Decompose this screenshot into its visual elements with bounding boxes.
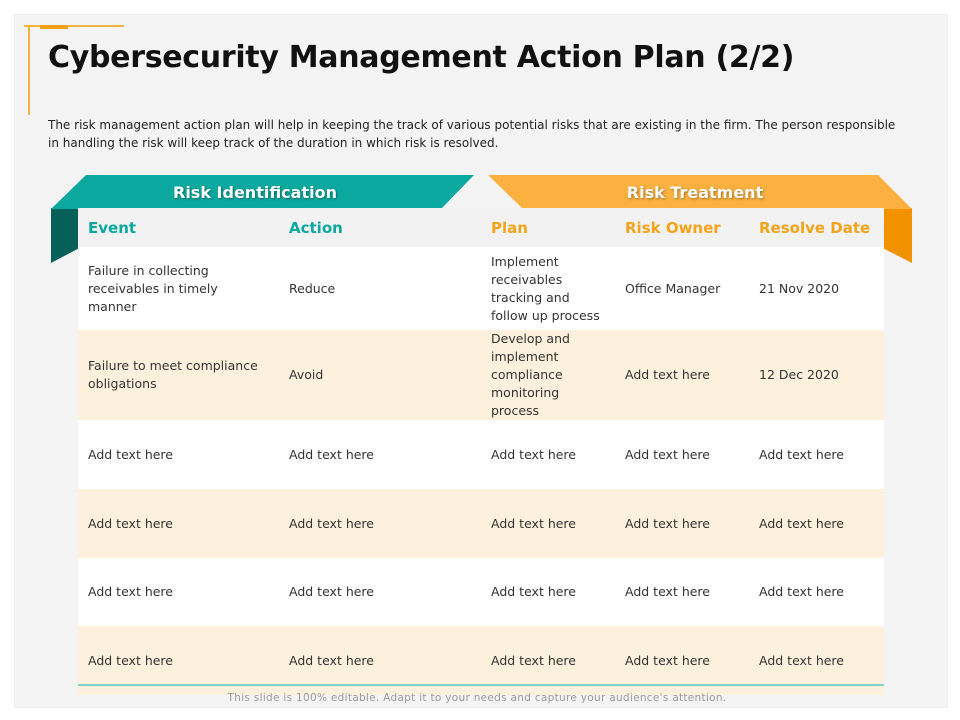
cell-action: Reduce <box>289 280 336 296</box>
accent-line-horizontal <box>24 25 124 27</box>
cell-event: Add text here <box>88 446 173 462</box>
cell-plan: Add text here <box>491 652 576 668</box>
table-row <box>78 330 884 420</box>
cell-risk-owner: Add text here <box>625 652 710 668</box>
cell-plan: Add text here <box>491 515 576 531</box>
cell-risk-owner: Add text here <box>625 584 710 599</box>
accent-line-vertical <box>28 25 30 115</box>
cell-plan: Develop and implement compliance monitoring process <box>491 331 570 418</box>
header-action: Action <box>289 218 343 237</box>
cell-action: Add text here <box>289 584 374 599</box>
cell-action: Avoid <box>289 367 324 382</box>
cell-event: Add text here <box>88 584 173 599</box>
cell-plan: Implement receivables tracking and follow up process <box>491 253 600 323</box>
cell-resolve-date: Add text here <box>759 584 844 599</box>
risk-identification-label: Risk Identification <box>173 183 337 202</box>
cell-resolve-date: Add text here <box>759 515 844 531</box>
table-row <box>78 247 884 330</box>
cell-event: Add text here <box>88 652 173 668</box>
cell-plan: Add text here <box>491 446 576 462</box>
table-header-row <box>78 208 884 247</box>
table-row <box>78 420 884 489</box>
header-plan: Plan <box>491 218 528 237</box>
table-bottom-rule <box>78 684 884 686</box>
action-plan-table <box>78 208 884 695</box>
cell-action: Add text here <box>289 446 374 462</box>
cell-risk-owner: Add text here <box>625 367 710 382</box>
accent-bar <box>40 25 68 29</box>
cell-action: Add text here <box>289 652 374 668</box>
slide-title: Cybersecurity Management Action Plan (2/2) <box>48 40 795 75</box>
header-resolve-date: Resolve Date <box>759 218 871 237</box>
header-risk-owner: Risk Owner <box>625 218 721 237</box>
cell-resolve-date: 12 Dec 2020 <box>759 367 839 382</box>
footer-note: This slide is 100% editable. Adapt it to your needs and capture your audience's attention. <box>227 692 727 704</box>
cell-risk-owner: Add text here <box>625 515 710 531</box>
cell-event: Add text here <box>88 515 173 531</box>
table-row <box>78 558 884 626</box>
cell-event: Failure in collecting receivables in timely manner <box>88 262 218 314</box>
risk-treatment-label: Risk Treatment <box>626 183 764 202</box>
table-row <box>78 489 884 558</box>
cell-resolve-date: 21 Nov 2020 <box>759 280 840 296</box>
cell-resolve-date: Add text here <box>759 652 844 668</box>
cell-action: Add text here <box>289 515 374 531</box>
cell-risk-owner: Office Manager <box>625 280 721 296</box>
header-event: Event <box>88 218 137 237</box>
cell-plan: Add text here <box>491 584 576 599</box>
slide-description: The risk management action plan will help in keeping the track of various potential risks that are existing in the firm. The person responsible in handling the risk will keep track of the duration in which risk is resolved. <box>48 118 896 150</box>
cell-event: Failure to meet compliance obligations <box>88 358 258 391</box>
cell-risk-owner: Add text here <box>625 446 710 462</box>
cell-resolve-date: Add text here <box>759 446 844 462</box>
